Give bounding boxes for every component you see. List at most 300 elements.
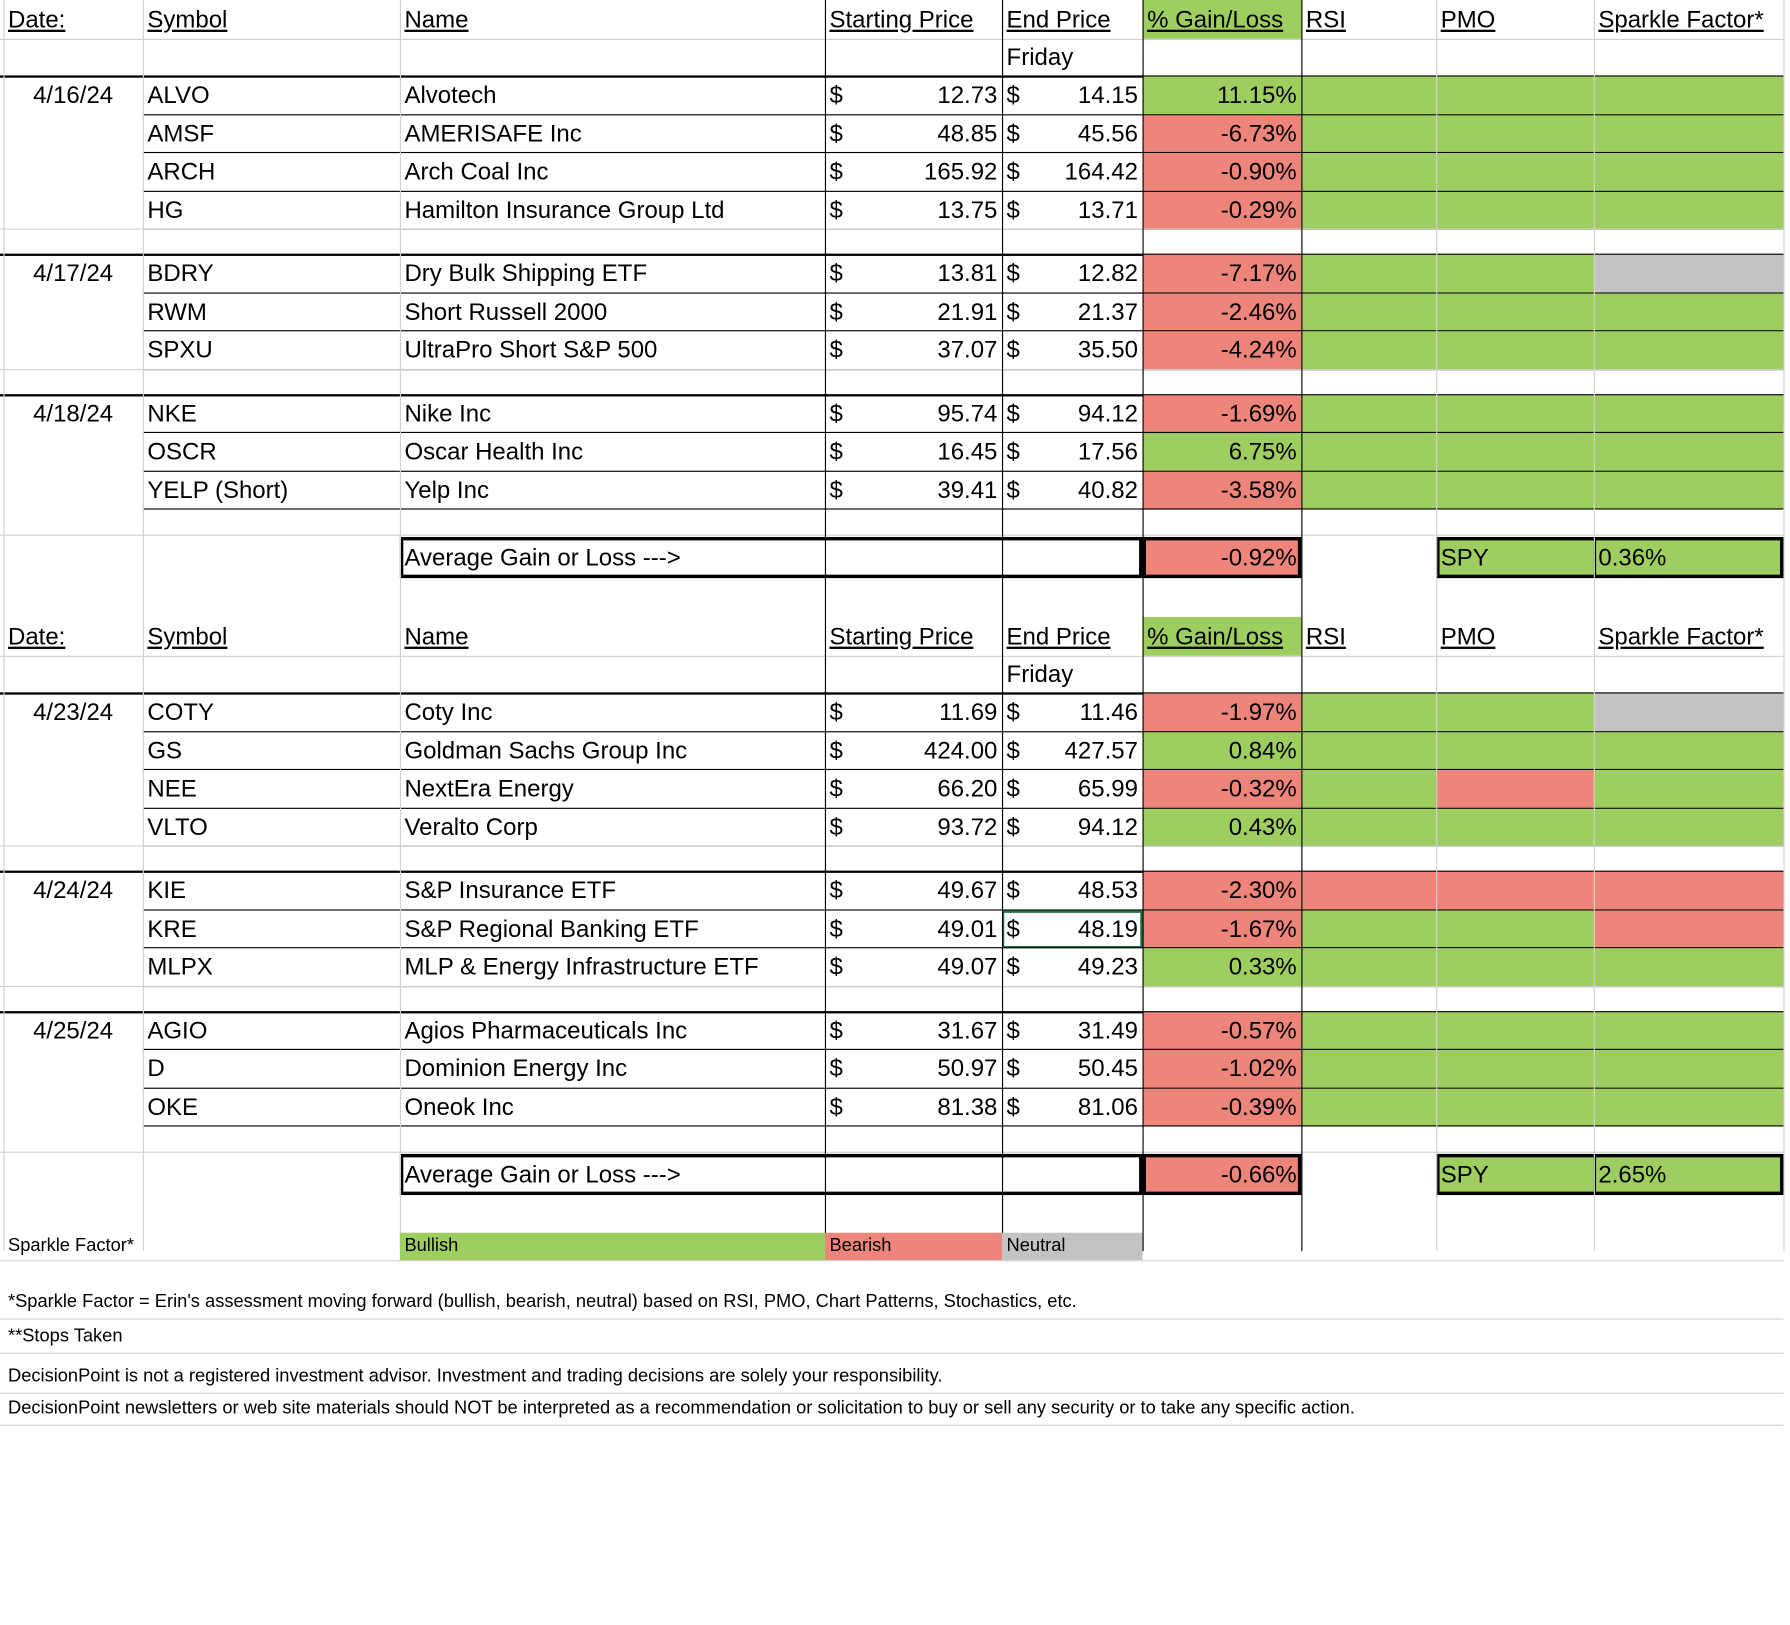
price-value: 13.81 [937, 260, 998, 288]
spy-value[interactable]: 2.65% [1594, 1154, 1784, 1195]
row-sparkle-signal[interactable] [1594, 910, 1784, 948]
price-value: 95.74 [937, 400, 998, 428]
row-starting-price[interactable] [825, 732, 1002, 770]
row-symbol[interactable]: KIE [147, 877, 187, 905]
row-border [143, 1125, 1784, 1126]
row-rsi-signal[interactable] [1301, 1088, 1436, 1126]
row-pmo-signal[interactable] [1436, 1050, 1594, 1088]
currency-symbol: $ [829, 877, 843, 905]
column-gridline [3, 0, 4, 1251]
row-name[interactable]: UltraPro Short S&P 500 [404, 337, 658, 364]
price-value: 21.37 [1077, 299, 1138, 326]
price-value: 49.01 [937, 915, 998, 943]
legend-bullish[interactable]: Bullish [400, 1233, 825, 1260]
currency-symbol: $ [1006, 915, 1020, 943]
currency-symbol: $ [1006, 260, 1020, 288]
header-starting-price[interactable]: Starting Price [829, 623, 974, 650]
row-gain-loss[interactable]: -6.73% [1143, 115, 1302, 153]
header-name[interactable]: Name [404, 6, 469, 33]
row-symbol[interactable]: GS [147, 737, 183, 765]
price-value: 81.38 [937, 1094, 998, 1121]
row-gain-loss[interactable]: 0.33% [1143, 948, 1302, 986]
row-symbol[interactable]: OSCR [147, 439, 217, 466]
average-value-box [1143, 1154, 1302, 1195]
row-pmo-signal[interactable] [1436, 948, 1594, 986]
row-pmo-signal[interactable] [1436, 770, 1594, 808]
price-value: 48.53 [1077, 877, 1138, 905]
row-symbol[interactable]: BDRY [147, 260, 214, 288]
row-symbol[interactable]: AMSF [147, 120, 215, 148]
row-rsi-signal[interactable] [1301, 808, 1436, 846]
currency-symbol: $ [1006, 1055, 1020, 1083]
row-end-price[interactable] [1002, 255, 1143, 293]
row-starting-price[interactable] [825, 1050, 1002, 1088]
column-gridline [1143, 0, 1144, 1251]
row-end-price[interactable] [1002, 471, 1143, 509]
header-pmo[interactable]: PMO [1440, 6, 1496, 33]
row-symbol[interactable]: SPXU [147, 337, 213, 364]
row-sparkle-signal[interactable] [1594, 331, 1784, 369]
row-end-price[interactable] [1002, 191, 1143, 229]
row-gain-loss[interactable]: 0.84% [1143, 732, 1302, 770]
row-gain-loss[interactable]: -1.67% [1143, 910, 1302, 948]
currency-symbol: $ [1006, 1094, 1020, 1121]
row-name[interactable]: AMERISAFE Inc [404, 120, 582, 148]
price-value: 12.82 [1077, 260, 1138, 288]
row-starting-price[interactable] [825, 872, 1002, 910]
row-rsi-signal[interactable] [1301, 1012, 1436, 1050]
row-gain-loss[interactable]: 6.75% [1143, 433, 1302, 471]
row-starting-price[interactable] [825, 115, 1002, 153]
row-sparkle-signal[interactable] [1594, 1088, 1784, 1126]
row-sparkle-signal[interactable] [1594, 872, 1784, 910]
row-gain-loss[interactable]: -0.57% [1143, 1012, 1302, 1050]
price-value: 94.12 [1077, 400, 1138, 428]
row-pmo-signal[interactable] [1436, 293, 1594, 331]
price-value: 31.49 [1077, 1017, 1138, 1044]
price-value: 427.57 [1064, 737, 1138, 765]
row-pmo-signal[interactable] [1436, 872, 1594, 910]
currency-symbol: $ [829, 197, 843, 224]
note-4[interactable]: DecisionPoint newsletters or web site materials should NOT be interpreted as a recommendation or solicitation to buy or sell any security or to take any specific action. [7, 1398, 1355, 1418]
legend-bearish[interactable]: Bearish [825, 1233, 1002, 1260]
column-gridline [143, 0, 144, 1251]
currency-symbol: $ [1006, 400, 1020, 428]
row-gain-loss[interactable]: -1.69% [1143, 395, 1302, 433]
price-value: 39.41 [937, 477, 998, 504]
row-sparkle-signal[interactable] [1594, 153, 1784, 191]
row-sparkle-signal[interactable] [1594, 1050, 1784, 1088]
row-sparkle-signal[interactable] [1594, 770, 1784, 808]
price-value: 14.15 [1077, 82, 1138, 109]
row-pmo-signal[interactable] [1436, 471, 1594, 509]
spy-value[interactable]: 0.36% [1594, 537, 1784, 578]
column-gridline [1783, 0, 1784, 1251]
row-starting-price[interactable] [825, 948, 1002, 986]
average-label[interactable]: Average Gain or Loss ---> [404, 1161, 681, 1188]
row-pmo-signal[interactable] [1436, 910, 1594, 948]
subheader-friday[interactable]: Friday [1006, 43, 1074, 71]
row-symbol[interactable]: D [147, 1055, 165, 1083]
price-value: 424.00 [924, 737, 998, 765]
row-gain-loss[interactable]: -0.90% [1143, 153, 1302, 191]
price-value: 48.19 [1077, 915, 1138, 943]
row-gridline [0, 1353, 1783, 1354]
average-value[interactable]: -0.66% [1143, 1154, 1302, 1195]
price-value: 35.50 [1077, 337, 1138, 364]
currency-symbol: $ [1006, 699, 1020, 726]
price-value: 48.85 [937, 120, 998, 148]
row-sparkle-signal[interactable] [1594, 77, 1784, 115]
average-value-box [1143, 537, 1302, 578]
price-value: 93.72 [937, 814, 998, 841]
row-date[interactable]: 4/16/24 [33, 82, 114, 109]
currency-symbol: $ [829, 776, 843, 803]
row-name[interactable]: Agios Pharmaceuticals Inc [404, 1017, 688, 1044]
currency-symbol: $ [1006, 159, 1020, 186]
row-name[interactable]: S&P Insurance ETF [404, 877, 617, 905]
row-sparkle-signal[interactable] [1594, 433, 1784, 471]
row-date[interactable]: 4/25/24 [33, 1017, 114, 1044]
currency-symbol: $ [829, 814, 843, 841]
spy-label[interactable]: SPY [1436, 537, 1594, 578]
row-symbol[interactable]: ARCH [147, 159, 216, 186]
legend-label[interactable]: Sparkle Factor* [7, 1236, 134, 1256]
row-sparkle-signal[interactable] [1594, 808, 1784, 846]
average-label[interactable]: Average Gain or Loss ---> [404, 544, 681, 571]
price-value: 81.06 [1077, 1094, 1138, 1121]
currency-symbol: $ [829, 477, 843, 504]
spy-label[interactable]: SPY [1436, 1154, 1594, 1195]
row-name[interactable]: NextEra Energy [404, 776, 574, 803]
row-rsi-signal[interactable] [1301, 433, 1436, 471]
row-pmo-signal[interactable] [1436, 732, 1594, 770]
row-gain-loss[interactable]: -2.30% [1143, 872, 1302, 910]
currency-symbol: $ [1006, 737, 1020, 765]
row-border [143, 508, 1784, 509]
price-value: 31.67 [937, 1017, 998, 1044]
row-name[interactable]: Yelp Inc [404, 477, 489, 504]
row-sparkle-signal[interactable] [1594, 395, 1784, 433]
header-name[interactable]: Name [404, 623, 469, 650]
row-date[interactable]: 4/17/24 [33, 260, 114, 288]
header-date[interactable]: Date: [7, 623, 66, 650]
currency-symbol: $ [1006, 776, 1020, 803]
row-rsi-signal[interactable] [1301, 732, 1436, 770]
row-pmo-signal[interactable] [1436, 77, 1594, 115]
header-rsi[interactable]: RSI [1305, 623, 1346, 650]
row-end-price[interactable] [1002, 153, 1143, 191]
price-value: 66.20 [937, 776, 998, 803]
currency-symbol: $ [829, 400, 843, 428]
row-gridline [0, 845, 1783, 846]
currency-symbol: $ [829, 159, 843, 186]
row-gain-loss[interactable]: -3.58% [1143, 471, 1302, 509]
row-gain-loss[interactable]: -1.97% [1143, 693, 1302, 731]
row-starting-price[interactable] [825, 293, 1002, 331]
currency-symbol: $ [829, 737, 843, 765]
row-gain-loss[interactable]: -0.39% [1143, 1088, 1302, 1126]
price-value: 13.71 [1077, 197, 1138, 224]
row-pmo-signal[interactable] [1436, 331, 1594, 369]
row-name[interactable]: Hamilton Insurance Group Ltd [404, 197, 725, 224]
price-value: 50.45 [1077, 1055, 1138, 1083]
row-gain-loss[interactable]: -2.46% [1143, 293, 1302, 331]
note-1[interactable]: *Sparkle Factor = Erin's assessment moving forward (bullish, bearish, neutral) based on RSI, PMO, Chart Patterns, Stochastics, etc. [7, 1292, 1077, 1312]
row-date[interactable]: 4/18/24 [33, 400, 114, 428]
row-sparkle-signal[interactable] [1594, 191, 1784, 229]
row-gain-loss[interactable]: 11.15% [1143, 77, 1302, 115]
row-pmo-signal[interactable] [1436, 153, 1594, 191]
currency-symbol: $ [829, 82, 843, 109]
row-starting-price[interactable] [825, 910, 1002, 948]
row-starting-price[interactable] [825, 770, 1002, 808]
currency-symbol: $ [1006, 477, 1020, 504]
currency-symbol: $ [829, 120, 843, 148]
row-end-price[interactable] [1002, 948, 1143, 986]
row-sparkle-signal[interactable] [1594, 948, 1784, 986]
row-sparkle-signal[interactable] [1594, 1012, 1784, 1050]
row-pmo-signal[interactable] [1436, 693, 1594, 731]
row-end-price[interactable] [1002, 331, 1143, 369]
row-end-price[interactable] [1002, 732, 1143, 770]
row-end-price[interactable] [1002, 1088, 1143, 1126]
currency-symbol: $ [829, 337, 843, 364]
header-pmo[interactable]: PMO [1440, 623, 1496, 650]
price-value: 94.12 [1077, 814, 1138, 841]
column-gridline [1436, 0, 1437, 1251]
row-sparkle-signal[interactable] [1594, 255, 1784, 293]
row-date[interactable]: 4/23/24 [33, 699, 114, 726]
row-pmo-signal[interactable] [1436, 191, 1594, 229]
legend-neutral[interactable]: Neutral [1002, 1233, 1143, 1260]
row-rsi-signal[interactable] [1301, 693, 1436, 731]
row-symbol[interactable]: AGIO [147, 1017, 208, 1044]
row-starting-price[interactable] [825, 693, 1002, 731]
row-rsi-signal[interactable] [1301, 77, 1436, 115]
header-gain-loss[interactable]: % Gain/Loss [1143, 0, 1302, 39]
price-value: 11.69 [939, 699, 998, 726]
row-rsi-signal[interactable] [1301, 1050, 1436, 1088]
price-value: 49.67 [937, 877, 998, 905]
spy-box [1436, 537, 1783, 578]
row-name[interactable]: Short Russell 2000 [404, 299, 608, 326]
row-symbol[interactable]: RWM [147, 299, 207, 326]
row-sparkle-signal[interactable] [1594, 693, 1784, 731]
header-end-price[interactable]: End Price [1006, 623, 1111, 650]
row-starting-price[interactable] [825, 395, 1002, 433]
row-rsi-signal[interactable] [1301, 153, 1436, 191]
row-symbol[interactable]: ALVO [147, 82, 210, 109]
row-end-price[interactable] [1002, 910, 1143, 948]
row-rsi-signal[interactable] [1301, 471, 1436, 509]
row-name[interactable]: Oscar Health Inc [404, 439, 584, 466]
row-symbol[interactable]: COTY [147, 699, 215, 726]
row-symbol[interactable]: NEE [147, 776, 197, 803]
row-end-price[interactable] [1002, 77, 1143, 115]
row-rsi-signal[interactable] [1301, 948, 1436, 986]
row-gain-loss[interactable]: -0.32% [1143, 770, 1302, 808]
currency-symbol: $ [1006, 1017, 1020, 1044]
row-symbol[interactable]: OKE [147, 1094, 199, 1121]
row-gridline [0, 1260, 1783, 1261]
row-rsi-signal[interactable] [1301, 115, 1436, 153]
row-pmo-signal[interactable] [1436, 255, 1594, 293]
row-gridline [0, 656, 1783, 657]
row-end-price[interactable] [1002, 693, 1143, 731]
average-value[interactable]: -0.92% [1143, 537, 1302, 578]
row-gridline [0, 39, 1783, 40]
row-starting-price[interactable] [825, 808, 1002, 846]
price-value: 49.23 [1077, 954, 1138, 981]
price-value: 49.07 [937, 954, 998, 981]
currency-symbol: $ [1006, 82, 1020, 109]
row-starting-price[interactable] [825, 153, 1002, 191]
row-pmo-signal[interactable] [1436, 808, 1594, 846]
row-gridline [0, 985, 1783, 986]
currency-symbol: $ [829, 1055, 843, 1083]
row-sparkle-signal[interactable] [1594, 732, 1784, 770]
row-sparkle-signal[interactable] [1594, 293, 1784, 331]
row-name[interactable]: Dominion Energy Inc [404, 1055, 628, 1083]
currency-symbol: $ [1006, 337, 1020, 364]
row-end-price[interactable] [1002, 770, 1143, 808]
header-rsi[interactable]: RSI [1305, 6, 1346, 33]
row-gain-loss[interactable]: 0.43% [1143, 808, 1302, 846]
header-gain-loss[interactable]: % Gain/Loss [1143, 617, 1302, 656]
row-name[interactable]: Dry Bulk Shipping ETF [404, 260, 648, 288]
row-starting-price[interactable] [825, 471, 1002, 509]
row-starting-price[interactable] [825, 1012, 1002, 1050]
row-gridline [0, 1318, 1783, 1319]
row-symbol[interactable]: MLPX [147, 954, 213, 981]
currency-symbol: $ [1006, 120, 1020, 148]
price-value: 12.73 [937, 82, 998, 109]
row-symbol[interactable]: VLTO [147, 814, 208, 841]
row-end-price[interactable] [1002, 1012, 1143, 1050]
row-starting-price[interactable] [825, 1088, 1002, 1126]
row-rsi-signal[interactable] [1301, 255, 1436, 293]
row-pmo-signal[interactable] [1436, 433, 1594, 471]
row-end-price[interactable] [1002, 872, 1143, 910]
header-date[interactable]: Date: [7, 6, 66, 33]
price-value: 50.97 [937, 1055, 998, 1083]
price-value: 13.75 [937, 197, 998, 224]
row-name[interactable]: Coty Inc [404, 699, 493, 726]
row-end-price[interactable] [1002, 115, 1143, 153]
header-symbol[interactable]: Symbol [147, 6, 228, 33]
row-name[interactable]: Alvotech [404, 82, 497, 109]
row-end-price[interactable] [1002, 808, 1143, 846]
row-rsi-signal[interactable] [1301, 910, 1436, 948]
currency-symbol: $ [829, 1094, 843, 1121]
currency-symbol: $ [1006, 439, 1020, 466]
price-value: 16.45 [937, 439, 998, 466]
row-starting-price[interactable] [825, 255, 1002, 293]
average-box [400, 1154, 1143, 1195]
currency-symbol: $ [829, 1017, 843, 1044]
price-value: 40.82 [1077, 477, 1138, 504]
row-rsi-signal[interactable] [1301, 293, 1436, 331]
row-name[interactable]: S&P Regional Banking ETF [404, 915, 699, 943]
price-value: 37.07 [937, 337, 998, 364]
row-end-price[interactable] [1002, 1050, 1143, 1088]
row-name[interactable]: Nike Inc [404, 400, 492, 428]
currency-symbol: $ [1006, 954, 1020, 981]
row-symbol[interactable]: NKE [147, 400, 197, 428]
row-rsi-signal[interactable] [1301, 872, 1436, 910]
note-2[interactable]: **Stops Taken [7, 1326, 123, 1346]
row-gridline [0, 368, 1783, 369]
header-sparkle-factor[interactable]: Sparkle Factor* [1598, 6, 1764, 33]
price-value: 165.92 [924, 159, 998, 186]
row-name[interactable]: MLP & Energy Infrastructure ETF [404, 954, 759, 981]
row-name[interactable]: Veralto Corp [404, 814, 538, 841]
row-sparkle-signal[interactable] [1594, 471, 1784, 509]
header-sparkle-factor[interactable]: Sparkle Factor* [1598, 623, 1764, 650]
row-gridline [0, 229, 1783, 230]
row-symbol[interactable]: HG [147, 197, 184, 224]
row-end-price[interactable] [1002, 293, 1143, 331]
row-end-price[interactable] [1002, 433, 1143, 471]
row-pmo-signal[interactable] [1436, 115, 1594, 153]
currency-symbol: $ [829, 699, 843, 726]
row-starting-price[interactable] [825, 191, 1002, 229]
row-starting-price[interactable] [825, 331, 1002, 369]
row-rsi-signal[interactable] [1301, 770, 1436, 808]
row-pmo-signal[interactable] [1436, 1088, 1594, 1126]
row-symbol[interactable]: KRE [147, 915, 197, 943]
row-symbol[interactable]: YELP (Short) [147, 477, 289, 504]
header-symbol[interactable]: Symbol [147, 623, 228, 650]
currency-symbol: $ [829, 954, 843, 981]
row-sparkle-signal[interactable] [1594, 115, 1784, 153]
row-pmo-signal[interactable] [1436, 395, 1594, 433]
header-end-price[interactable]: End Price [1006, 6, 1111, 33]
currency-symbol: $ [1006, 814, 1020, 841]
row-rsi-signal[interactable] [1301, 395, 1436, 433]
column-gridline [825, 0, 826, 1251]
row-pmo-signal[interactable] [1436, 1012, 1594, 1050]
row-date[interactable]: 4/24/24 [33, 877, 114, 905]
row-gridline [0, 535, 1783, 536]
row-rsi-signal[interactable] [1301, 191, 1436, 229]
column-gridline [1002, 0, 1003, 1251]
row-gain-loss[interactable]: -4.24% [1143, 331, 1302, 369]
row-gain-loss[interactable]: -7.17% [1143, 255, 1302, 293]
row-gridline [0, 1425, 1783, 1426]
subheader-friday[interactable]: Friday [1006, 660, 1074, 688]
row-rsi-signal[interactable] [1301, 331, 1436, 369]
column-gridline [400, 0, 401, 1251]
row-gain-loss[interactable]: -0.29% [1143, 191, 1302, 229]
row-end-price[interactable] [1002, 395, 1143, 433]
row-starting-price[interactable] [825, 77, 1002, 115]
row-name[interactable]: Goldman Sachs Group Inc [404, 737, 688, 765]
currency-symbol: $ [829, 439, 843, 466]
row-gridline [0, 1152, 1783, 1153]
average-box [400, 537, 1143, 578]
note-3[interactable]: DecisionPoint is not a registered investment advisor. Investment and trading decisions are solely your responsibility. [7, 1366, 943, 1386]
currency-symbol: $ [829, 260, 843, 288]
row-starting-price[interactable] [825, 433, 1002, 471]
currency-symbol: $ [1006, 877, 1020, 905]
row-gain-loss[interactable]: -1.02% [1143, 1050, 1302, 1088]
column-gridline [1301, 0, 1302, 1251]
row-name[interactable]: Oneok Inc [404, 1094, 514, 1121]
row-name[interactable]: Arch Coal Inc [404, 159, 549, 186]
header-starting-price[interactable]: Starting Price [829, 6, 974, 33]
